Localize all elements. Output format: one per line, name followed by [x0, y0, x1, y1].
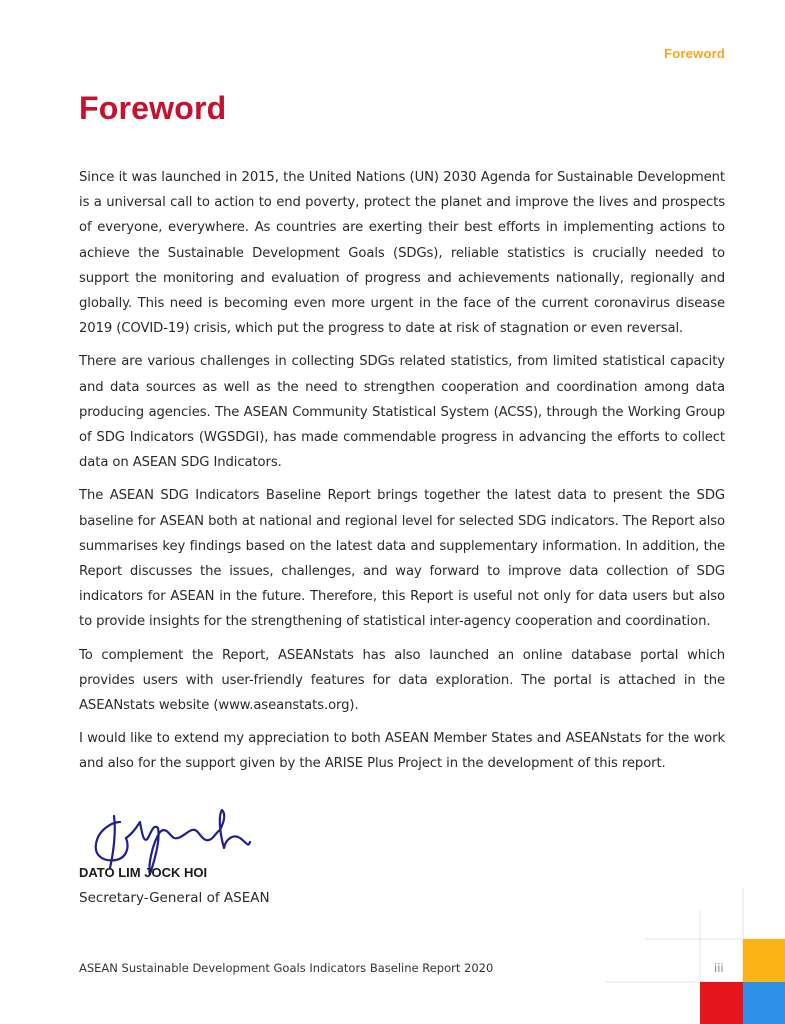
- red-square: [700, 982, 743, 1024]
- foreword-body: [79, 165, 725, 785]
- paragraph-5: I would like to extend my appreciation to both ASEAN Member States and ASEANstats for the work and also for the support given by the ARISE Plus Project in the development of this report.: [79, 731, 725, 772]
- paragraph-2: There are various challenges in collecting SDGs related statistics, from limited statistical capacity and data sources as well as the need to strengthen cooperation and coordination among data producing agencies. The ASEAN Community Statistical System (ACSS), through the Working Group of SDG Indicators (WGSDGI), has made commendable progress in advancing the efforts to collect data on ASEAN SDG Indicators.: [79, 354, 725, 471]
- yellow-square: [743, 939, 785, 982]
- signatory-name: DATO LIM JOCK HOI: [79, 865, 208, 880]
- footer-report-title: ASEAN Sustainable Development Goals Indicators Baseline Report 2020: [79, 961, 494, 975]
- signatory-role: Secretary-General of ASEAN: [79, 890, 270, 906]
- page-number: iii: [714, 961, 724, 975]
- paragraph-4: To complement the Report, ASEANstats has also launched an online database portal which provides users with user-friendly features for data exploration. The portal is attached in the ASEANstats website (www.aseanstats.org).: [79, 647, 725, 714]
- running-header: Foreword: [664, 46, 725, 61]
- page-title: Foreword: [79, 90, 227, 126]
- paragraph-1: Since it was launched in 2015, the United Nations (UN) 2030 Agenda for Sustainable Development is a universal call to action to end poverty, protect the planet and improve the lives and prospects of everyone, everywhere. As countries are exerting their best efforts in implementing actions to achieve the Sustainable Development Goals (SDGs), reliable statistics is crucially needed to support the monitoring and evaluation of progress and achievements nationally, regionally and globally. This need is becoming even more urgent in the face of the current coronavirus disease 2019 (COVID-19) crisis, which put the progress to date at risk of stagnation or even reversal.: [79, 170, 725, 337]
- corner-decoration: [600, 880, 785, 1024]
- blue-square: [743, 982, 785, 1024]
- paragraph-3: The ASEAN SDG Indicators Baseline Report brings together the latest data to present the SDG baseline for ASEAN both at national and regional level for selected SDG indicators. The Report also summarises key findings based on the latest data and supplementary information. In addition, the Report discusses the issues, challenges, and way forward to improve data collection of SDG indicators for ASEAN in the future. Therefore, this Report is useful not only for data users but also to provide insights for the strengthening of statistical inter-agency cooperation and coordination.: [79, 488, 725, 630]
